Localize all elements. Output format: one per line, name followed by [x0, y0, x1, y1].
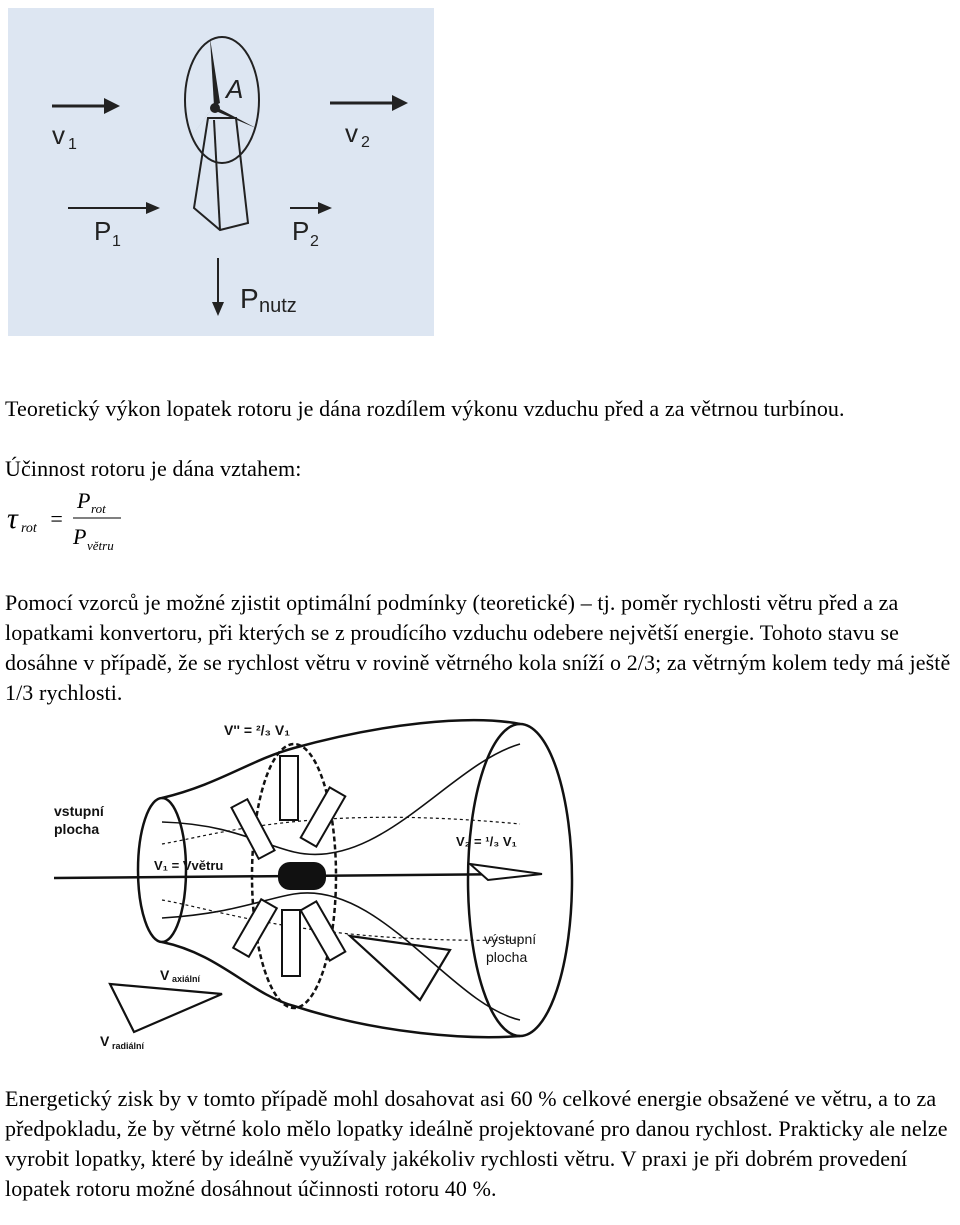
- formula-numerator: P: [77, 488, 91, 513]
- formula-numerator-sub: rot: [91, 501, 106, 516]
- v-axial-sub: axiální: [172, 974, 201, 984]
- v-radial-label: V: [100, 1033, 110, 1049]
- v1-sub: 1: [68, 136, 77, 153]
- p2-sub: 2: [310, 233, 319, 250]
- formula-equals: =: [49, 506, 64, 531]
- v-mid-label: V'' = ²/₃ V₁: [224, 722, 290, 738]
- formula-tau: τ: [7, 502, 18, 535]
- paragraph-optimal-conditions: Pomocí vzorců je možné zjistit optimální podmínky (teoretické) – tj. poměr rychlosti větru před a za lopatkami konvertoru, při kterých se z proudícího vzduchu odebere největší energie. Tohoto stavu se dosáhne v případě, že se rychlost větru v rovině větrného kola sníží o 2/3; za větrným kolem tedy má ještě 1/3 rychlosti.: [5, 590, 951, 705]
- paragraph-efficiency-intro: Účinnost rotoru je dána vztahem:: [5, 456, 302, 481]
- turbine-power-figure: [8, 8, 434, 336]
- inlet-label-2: plocha: [54, 821, 100, 837]
- inlet-velocity-triangle: [110, 984, 222, 1032]
- outlet-label-1: výstupní: [484, 931, 537, 947]
- paragraph-energy-gain: Energetický zisk by v tomto případě mohl dosahovat asi 60 % celkové energie obsažené ve větru, a to za předpokladu, že by větrné kolo mělo lopatky ideálně projektované pro danou rychlost. Prakticky ale nelze vyrobit lopatky, které by ideálně využívaly jakékoliv rychlosti větru. V praxi je při dobrém provedení lopatek rotoru možné dosáhnout účinnosti rotoru 40 %.: [5, 1086, 948, 1201]
- airflow-figure: [50, 704, 575, 1060]
- formula-denominator: P: [73, 524, 87, 549]
- p1-sub: 1: [112, 233, 121, 250]
- inlet-label-1: vstupní: [54, 803, 104, 819]
- formula-denominator-sub: větru: [87, 538, 114, 553]
- turbine-power-svg: [8, 8, 434, 336]
- pnutz-label: P: [240, 283, 259, 314]
- airflow-svg: [50, 704, 575, 1060]
- pnutz-sub: nutz: [259, 295, 297, 317]
- streamline-bottom: [162, 942, 520, 1037]
- v-axial-label: V: [160, 967, 170, 983]
- v2-sub: 2: [361, 134, 370, 151]
- v1-label: V₁ = Vvětru: [154, 858, 224, 873]
- outlet-velocity-triangle: [350, 936, 450, 1000]
- p1-label: P: [94, 216, 112, 246]
- efficiency-formula: [5, 484, 205, 560]
- hub: [278, 862, 326, 890]
- p2-label: P: [292, 216, 310, 246]
- formula-tau-sub: rot: [21, 521, 37, 536]
- tower-shape: [194, 118, 248, 230]
- v-radial-sub: radiální: [112, 1041, 145, 1051]
- v2-label: V₂ = ¹/₃ V₁: [456, 834, 517, 849]
- rotor-area-ellipse: [185, 37, 259, 163]
- area-label: A: [226, 74, 244, 104]
- outlet-ellipse: [468, 724, 572, 1036]
- streamline-top: [162, 720, 520, 798]
- v1-label: v: [52, 120, 65, 150]
- v2-label: v: [345, 118, 358, 148]
- outlet-label-2: plocha: [486, 949, 528, 965]
- paragraph-theoretical-power: Teoretický výkon lopatek rotoru je dána rozdílem výkonu vzduchu před a za větrnou turbínou.: [5, 396, 845, 421]
